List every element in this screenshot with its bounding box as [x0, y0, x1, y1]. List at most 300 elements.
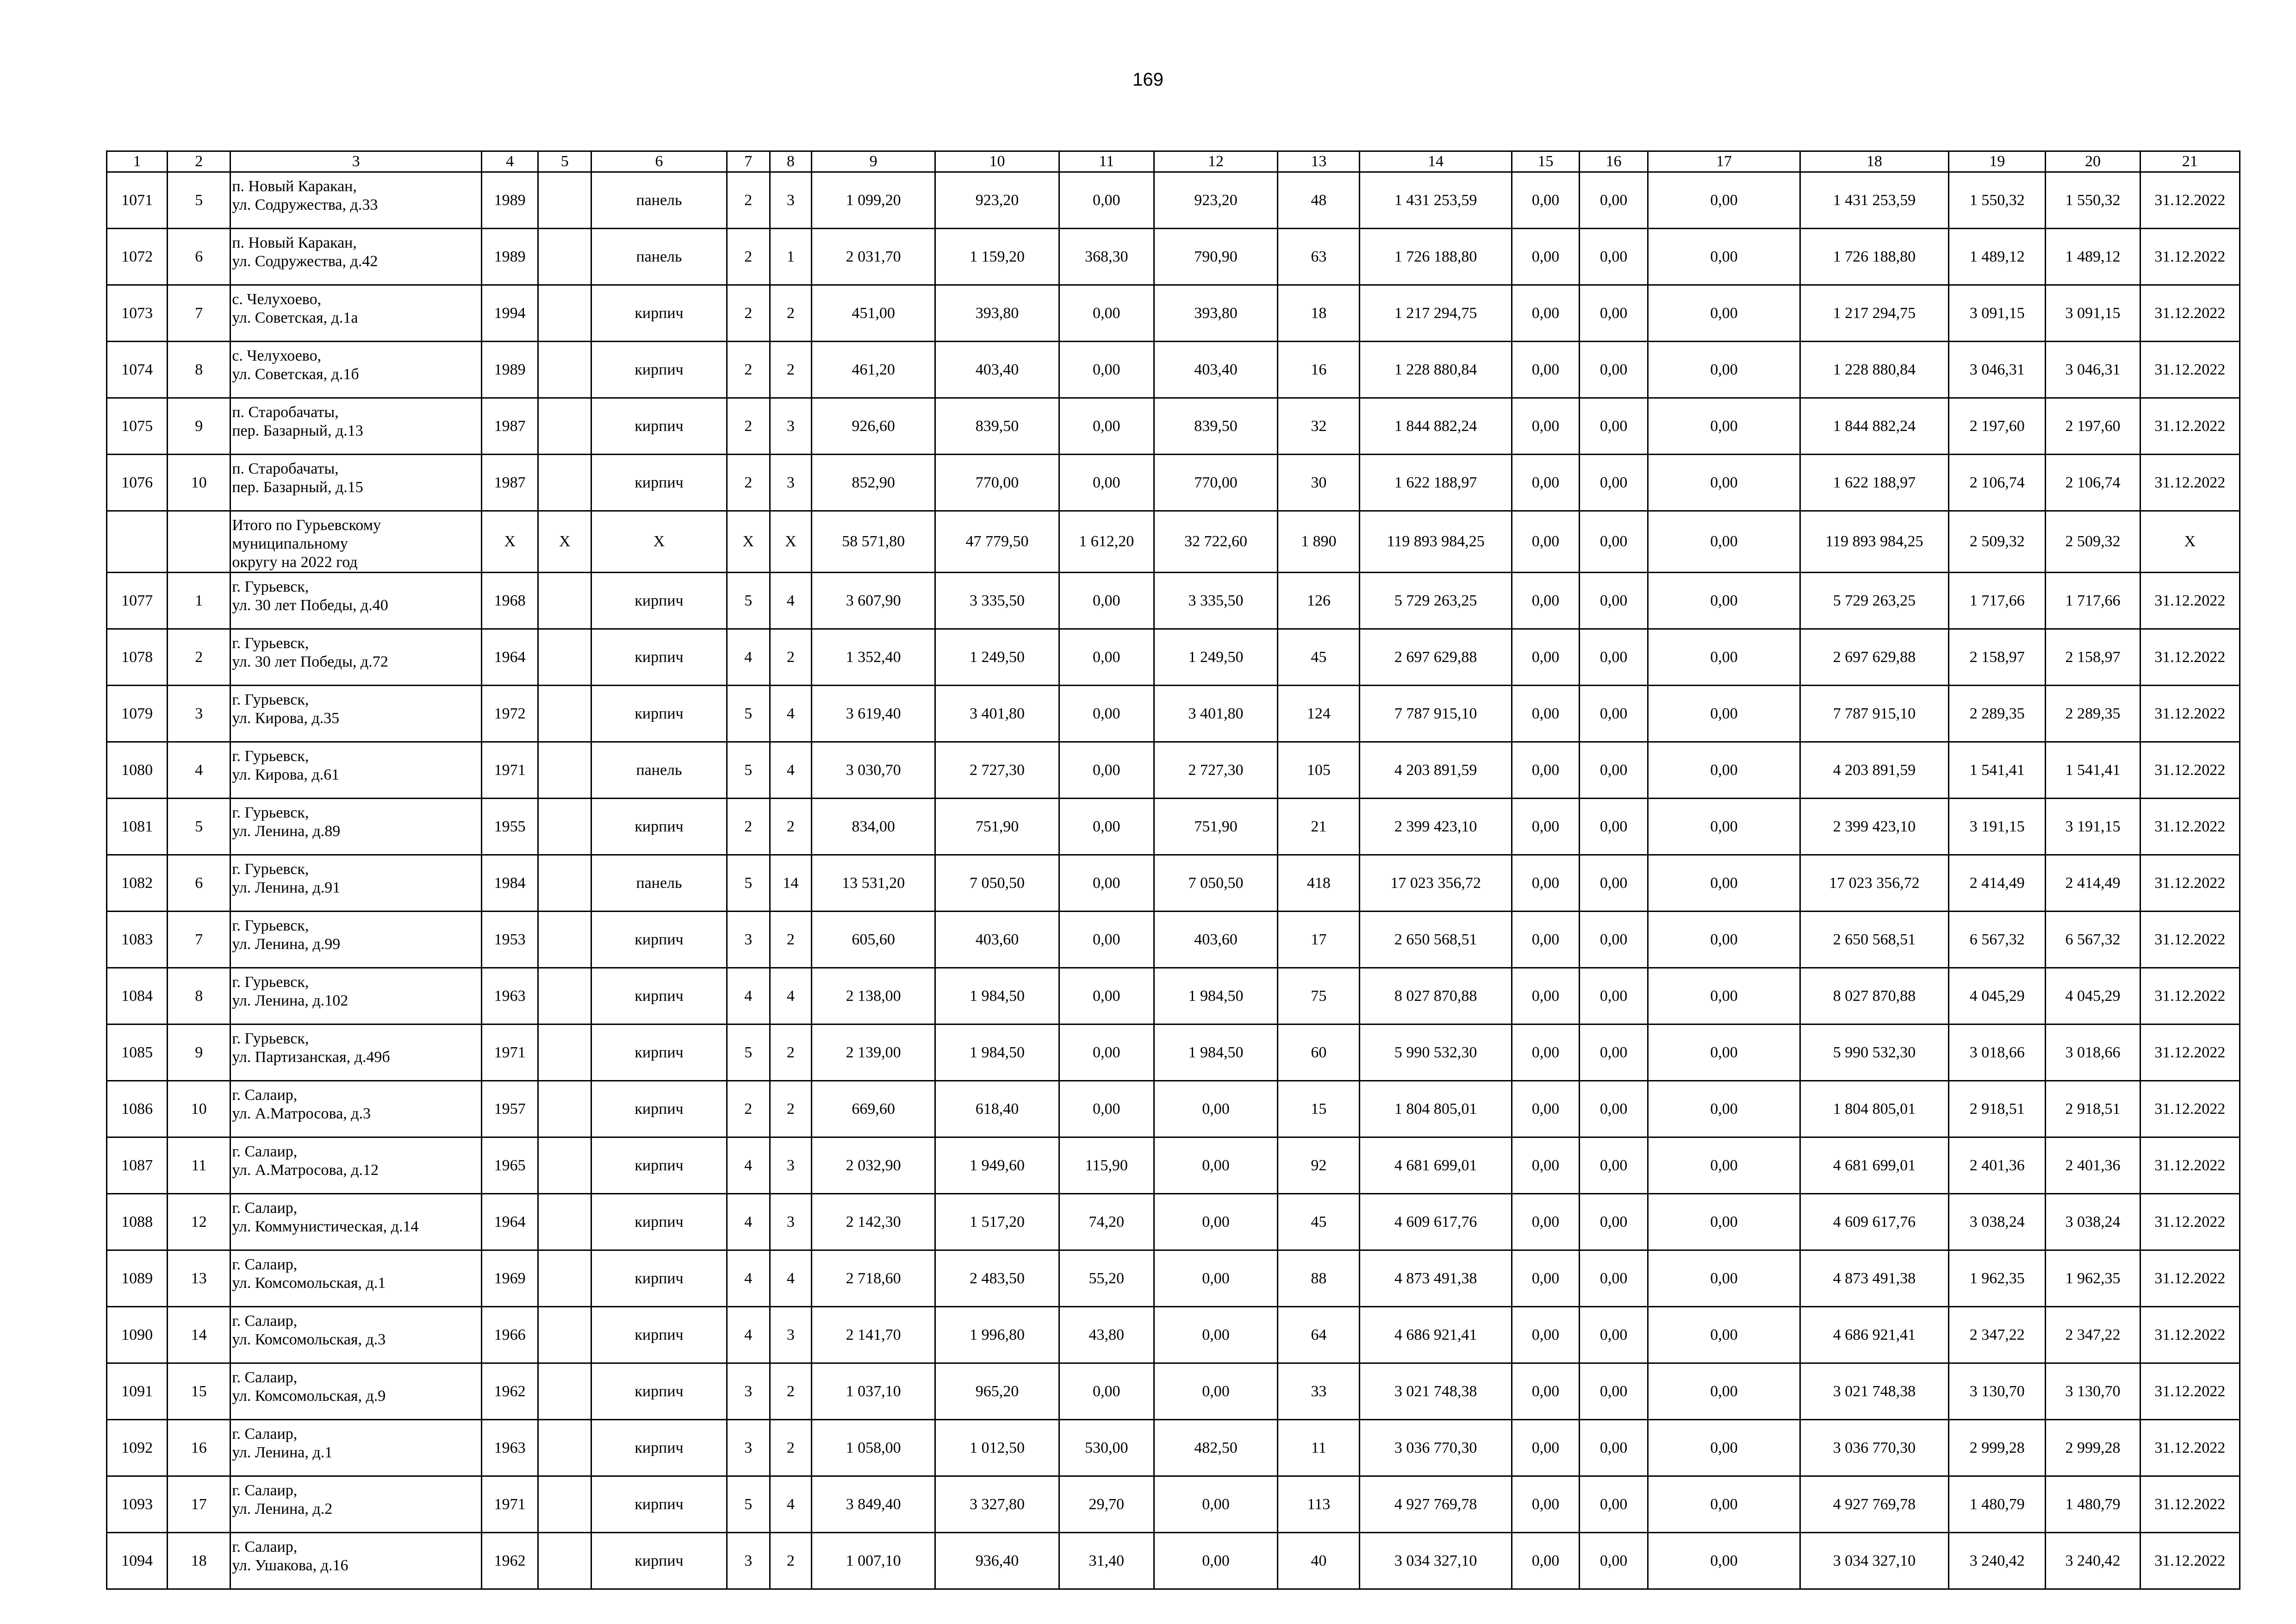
cell-fund-federal: 0,00 [1512, 799, 1579, 855]
cell-total-area: 1 007,10 [811, 1533, 935, 1589]
address-line-2: ул. Комсомольская, д.3 [232, 1331, 386, 1348]
cell-floors: 2 [727, 229, 770, 285]
cell-wall-material: кирпич [591, 912, 727, 968]
cell-deadline: 31.12.2022 [2140, 398, 2240, 455]
cell-wall-material: панель [591, 229, 727, 285]
cell-living-area: 3 401,80 [935, 686, 1059, 742]
cell-fund-local: 0,00 [1648, 172, 1800, 229]
cell-deadline: 31.12.2022 [2140, 912, 2240, 968]
table-row [107, 799, 2240, 855]
cell-fund-regional: 0,00 [1580, 455, 1648, 511]
cell-fund-regional: 0,00 [1580, 912, 1648, 968]
cell-max-unit-cost: 2 197,60 [2046, 398, 2140, 455]
cell-fund-federal: 0,00 [1512, 1307, 1579, 1363]
cell-wall-material: кирпич [591, 1081, 727, 1137]
cell-wall-material: кирпич [591, 629, 727, 686]
address-line-1: г. Гурьевск, [232, 635, 309, 652]
cell-fund-local: 0,00 [1648, 629, 1800, 686]
cell-local-number [168, 511, 230, 573]
cell-year: 1969 [482, 1250, 538, 1307]
cell-floors: 3 [727, 1420, 770, 1476]
cell-nonliving-area: 0,00 [1059, 799, 1154, 855]
cell-living-area: 839,50 [935, 398, 1059, 455]
cell-col5 [538, 573, 591, 629]
cell-unit-cost: 3 240,42 [1949, 1533, 2046, 1589]
cell-fund-owners: 119 893 984,25 [1800, 511, 1948, 573]
cell-private-area: 0,00 [1154, 1250, 1277, 1307]
cell-fund-regional: 0,00 [1580, 573, 1648, 629]
cell-private-area: 0,00 [1154, 1533, 1277, 1589]
address-line-1: п. Новый Каракан, [232, 178, 357, 195]
cell-living-area: 1 517,20 [935, 1194, 1059, 1250]
cell-fund-local: 0,00 [1648, 1024, 1800, 1081]
cell-nonliving-area: 0,00 [1059, 398, 1154, 455]
cell-residents: 92 [1278, 1137, 1360, 1194]
cell-local-number: 1 [168, 573, 230, 629]
cell-wall-material: кирпич [591, 1024, 727, 1081]
address-line-1: г. Салаир, [232, 1482, 298, 1499]
cell-deadline: 31.12.2022 [2140, 686, 2240, 742]
address-line-1: г. Гурьевск, [232, 974, 309, 991]
address-line-1: с. Челухоево, [232, 291, 322, 308]
cell-private-area: 1 984,50 [1154, 1024, 1277, 1081]
cell-fund-owners: 4 609 617,76 [1800, 1194, 1948, 1250]
cell-living-area: 2 727,30 [935, 742, 1059, 799]
cell-total-cost: 17 023 356,72 [1360, 855, 1512, 912]
cell-entrances: 3 [770, 1137, 811, 1194]
cell-floors: 2 [727, 398, 770, 455]
cell-living-area: 1 012,50 [935, 1420, 1059, 1476]
cell-local-number: 8 [168, 342, 230, 398]
cell-fund-local: 0,00 [1648, 1194, 1800, 1250]
cell-entrances: 2 [770, 1533, 811, 1589]
cell-wall-material: кирпич [591, 968, 727, 1024]
cell-nonliving-area: 0,00 [1059, 455, 1154, 511]
cell-unit-cost: 3 091,15 [1949, 285, 2046, 342]
cell-entrances: 4 [770, 1476, 811, 1533]
cell-max-unit-cost: 3 130,70 [2046, 1363, 2140, 1420]
column-number-10: 10 [935, 151, 1059, 172]
cell-registry-number: 1083 [107, 912, 168, 968]
cell-unit-cost: 2 197,60 [1949, 398, 2046, 455]
cell-local-number: 13 [168, 1250, 230, 1307]
cell-unit-cost: 2 999,28 [1949, 1420, 2046, 1476]
cell-residents: 1 890 [1278, 511, 1360, 573]
cell-fund-local: 0,00 [1648, 398, 1800, 455]
cell-entrances: 4 [770, 1250, 811, 1307]
cell-fund-regional: 0,00 [1580, 1024, 1648, 1081]
cell-fund-local: 0,00 [1648, 455, 1800, 511]
column-number-17: 17 [1648, 151, 1800, 172]
cell-unit-cost: 2 918,51 [1949, 1081, 2046, 1137]
cell-address [230, 1363, 482, 1420]
cell-total-cost: 1 217 294,75 [1360, 285, 1512, 342]
cell-unit-cost: 2 106,74 [1949, 455, 2046, 511]
cell-unit-cost: 4 045,29 [1949, 968, 2046, 1024]
cell-fund-owners: 3 034 327,10 [1800, 1533, 1948, 1589]
table-row [107, 855, 2240, 912]
cell-nonliving-area: 0,00 [1059, 742, 1154, 799]
cell-living-area: 618,40 [935, 1081, 1059, 1137]
address-line-1: г. Салаир, [232, 1143, 298, 1160]
cell-fund-owners: 5 990 532,30 [1800, 1024, 1948, 1081]
cell-col5 [538, 398, 591, 455]
cell-wall-material: кирпич [591, 1307, 727, 1363]
cell-address [230, 1024, 482, 1081]
cell-total-cost: 3 036 770,30 [1360, 1420, 1512, 1476]
cell-col5 [538, 1476, 591, 1533]
cell-col5 [538, 1363, 591, 1420]
cell-nonliving-area: 0,00 [1059, 968, 1154, 1024]
cell-total-area: 1 037,10 [811, 1363, 935, 1420]
cell-max-unit-cost: 2 401,36 [2046, 1137, 2140, 1194]
cell-total-area: 3 849,40 [811, 1476, 935, 1533]
cell-fund-regional: 0,00 [1580, 1250, 1648, 1307]
cell-private-area: 482,50 [1154, 1420, 1277, 1476]
cell-deadline: 31.12.2022 [2140, 629, 2240, 686]
cell-fund-local: 0,00 [1648, 511, 1800, 573]
cell-unit-cost: 1 550,32 [1949, 172, 2046, 229]
cell-col5 [538, 686, 591, 742]
cell-year: 1963 [482, 1420, 538, 1476]
cell-fund-federal: 0,00 [1512, 1024, 1579, 1081]
cell-unit-cost: 3 046,31 [1949, 342, 2046, 398]
cell-deadline: 31.12.2022 [2140, 1194, 2240, 1250]
cell-total-cost: 4 681 699,01 [1360, 1137, 1512, 1194]
address-line-2: ул. Комсомольская, д.9 [232, 1387, 386, 1405]
cell-year: 1953 [482, 912, 538, 968]
cell-fund-federal: 0,00 [1512, 742, 1579, 799]
cell-registry-number: 1077 [107, 573, 168, 629]
address-line-2: ул. Коммунистическая, д.14 [232, 1218, 419, 1235]
table-row [107, 1250, 2240, 1307]
cell-registry-number: 1076 [107, 455, 168, 511]
cell-year: 1989 [482, 229, 538, 285]
cell-fund-regional: 0,00 [1580, 1533, 1648, 1589]
address-line-2: ул. Содружества, д.42 [232, 253, 378, 270]
cell-address [230, 1081, 482, 1137]
cell-private-area: 0,00 [1154, 1307, 1277, 1363]
cell-entrances: 2 [770, 1420, 811, 1476]
cell-private-area: 751,90 [1154, 799, 1277, 855]
cell-fund-local: 0,00 [1648, 342, 1800, 398]
cell-floors: 4 [727, 1137, 770, 1194]
cell-entrances: 4 [770, 742, 811, 799]
column-number-8: 8 [770, 151, 811, 172]
cell-residents: 124 [1278, 686, 1360, 742]
cell-entrances: 2 [770, 342, 811, 398]
cell-floors: 2 [727, 799, 770, 855]
cell-floors: 4 [727, 629, 770, 686]
cell-living-area: 1 249,50 [935, 629, 1059, 686]
cell-deadline: X [2140, 511, 2240, 573]
cell-max-unit-cost: 2 106,74 [2046, 455, 2140, 511]
table-body [107, 151, 2240, 1589]
cell-total-cost: 5 990 532,30 [1360, 1024, 1512, 1081]
cell-entrances: 2 [770, 1363, 811, 1420]
cell-living-area: 1 159,20 [935, 229, 1059, 285]
cell-registry-number: 1079 [107, 686, 168, 742]
column-number-12: 12 [1154, 151, 1277, 172]
cell-unit-cost: 6 567,32 [1949, 912, 2046, 968]
cell-wall-material: кирпич [591, 398, 727, 455]
cell-fund-regional: 0,00 [1580, 629, 1648, 686]
cell-col5 [538, 968, 591, 1024]
cell-entrances: 3 [770, 1307, 811, 1363]
cell-deadline: 31.12.2022 [2140, 1307, 2240, 1363]
address-line-1: г. Гурьевск, [232, 1030, 309, 1047]
cell-unit-cost: 1 717,66 [1949, 573, 2046, 629]
cell-floors: 5 [727, 686, 770, 742]
cell-total-area: 3 030,70 [811, 742, 935, 799]
cell-entrances: 3 [770, 455, 811, 511]
cell-wall-material: кирпич [591, 342, 727, 398]
column-number-11: 11 [1059, 151, 1154, 172]
cell-address [230, 342, 482, 398]
cell-fund-regional: 0,00 [1580, 398, 1648, 455]
cell-living-area: 965,20 [935, 1363, 1059, 1420]
cell-total-area: 2 718,60 [811, 1250, 935, 1307]
cell-living-area: 7 050,50 [935, 855, 1059, 912]
table-row [107, 455, 2240, 511]
cell-living-area: 403,60 [935, 912, 1059, 968]
cell-private-area: 770,00 [1154, 455, 1277, 511]
cell-entrances: X [770, 511, 811, 573]
cell-local-number: 10 [168, 455, 230, 511]
column-number-20: 20 [2046, 151, 2140, 172]
cell-living-area: 923,20 [935, 172, 1059, 229]
cell-deadline: 31.12.2022 [2140, 1024, 2240, 1081]
cell-fund-owners: 2 650 568,51 [1800, 912, 1948, 968]
cell-wall-material: кирпич [591, 1420, 727, 1476]
cell-local-number: 3 [168, 686, 230, 742]
cell-living-area: 47 779,50 [935, 511, 1059, 573]
cell-nonliving-area: 0,00 [1059, 1363, 1154, 1420]
cell-fund-regional: 0,00 [1580, 1363, 1648, 1420]
address-line-2: ул. А.Матросова, д.12 [232, 1162, 379, 1179]
table-row [107, 1024, 2240, 1081]
cell-address [230, 398, 482, 455]
cell-col5: X [538, 511, 591, 573]
cell-fund-local: 0,00 [1648, 1420, 1800, 1476]
cell-max-unit-cost: 2 347,22 [2046, 1307, 2140, 1363]
cell-fund-local: 0,00 [1648, 912, 1800, 968]
cell-total-area: 3 607,90 [811, 573, 935, 629]
cell-total-area: 605,60 [811, 912, 935, 968]
cell-fund-regional: 0,00 [1580, 1476, 1648, 1533]
address-line-1: г. Салаир, [232, 1369, 298, 1386]
cell-fund-federal: 0,00 [1512, 686, 1579, 742]
cell-deadline: 31.12.2022 [2140, 968, 2240, 1024]
cell-fund-local: 0,00 [1648, 1137, 1800, 1194]
cell-col5 [538, 1194, 591, 1250]
cell-nonliving-area: 0,00 [1059, 172, 1154, 229]
cell-wall-material: панель [591, 742, 727, 799]
address-line-1: п. Старобачаты, [232, 460, 339, 477]
cell-fund-federal: 0,00 [1512, 1194, 1579, 1250]
cell-registry-number: 1073 [107, 285, 168, 342]
cell-fund-owners: 2 697 629,88 [1800, 629, 1948, 686]
cell-local-number: 15 [168, 1363, 230, 1420]
cell-col5 [538, 912, 591, 968]
cell-fund-local: 0,00 [1648, 686, 1800, 742]
cell-address [230, 1194, 482, 1250]
cell-residents: 88 [1278, 1250, 1360, 1307]
cell-fund-local: 0,00 [1648, 799, 1800, 855]
cell-deadline: 31.12.2022 [2140, 1420, 2240, 1476]
cell-fund-owners: 4 873 491,38 [1800, 1250, 1948, 1307]
address-line-1: г. Салаир, [232, 1087, 298, 1104]
cell-total-area: 2 032,90 [811, 1137, 935, 1194]
cell-floors: 4 [727, 1194, 770, 1250]
cell-registry-number: 1087 [107, 1137, 168, 1194]
address-line-2: ул. Содружества, д.33 [232, 196, 378, 213]
cell-private-area: 0,00 [1154, 1363, 1277, 1420]
cell-private-area: 0,00 [1154, 1081, 1277, 1137]
address-line-2: ул. Советская, д.1б [232, 366, 359, 383]
cell-max-unit-cost: 2 999,28 [2046, 1420, 2140, 1476]
cell-address [230, 855, 482, 912]
address-line-2: ул. А.Матросова, д.3 [232, 1105, 371, 1122]
cell-living-area: 3 335,50 [935, 573, 1059, 629]
cell-registry-number: 1085 [107, 1024, 168, 1081]
cell-registry-number: 1078 [107, 629, 168, 686]
cell-fund-owners: 1 622 188,97 [1800, 455, 1948, 511]
cell-private-area: 393,80 [1154, 285, 1277, 342]
cell-fund-owners: 4 203 891,59 [1800, 742, 1948, 799]
cell-total-cost: 1 622 188,97 [1360, 455, 1512, 511]
address-line-1: г. Гурьевск, [232, 578, 309, 595]
cell-col5 [538, 1250, 591, 1307]
cell-total-area: 2 141,70 [811, 1307, 935, 1363]
cell-local-number: 17 [168, 1476, 230, 1533]
cell-fund-federal: 0,00 [1512, 398, 1579, 455]
address-line-2: ул. Кирова, д.61 [232, 766, 340, 783]
cell-col5 [538, 229, 591, 285]
cell-fund-local: 0,00 [1648, 1533, 1800, 1589]
cell-total-area: 1 099,20 [811, 172, 935, 229]
cell-floors: 2 [727, 285, 770, 342]
table-row [107, 172, 2240, 229]
address-line-1: г. Салаир, [232, 1538, 298, 1555]
cell-total-area: 2 142,30 [811, 1194, 935, 1250]
cell-floors: 3 [727, 1533, 770, 1589]
cell-local-number: 10 [168, 1081, 230, 1137]
cell-residents: 45 [1278, 1194, 1360, 1250]
cell-unit-cost: 2 401,36 [1949, 1137, 2046, 1194]
subtotal-row [107, 511, 2240, 573]
cell-entrances: 4 [770, 573, 811, 629]
address-line-2: ул. Кирова, д.35 [232, 710, 340, 727]
cell-year: 1955 [482, 799, 538, 855]
cell-fund-regional: 0,00 [1580, 855, 1648, 912]
cell-total-cost: 4 927 769,78 [1360, 1476, 1512, 1533]
cell-registry-number: 1093 [107, 1476, 168, 1533]
cell-wall-material: кирпич [591, 455, 727, 511]
address-line-1: г. Гурьевск, [232, 691, 309, 708]
cell-entrances: 4 [770, 686, 811, 742]
cell-registry-number [107, 511, 168, 573]
cell-max-unit-cost: 1 489,12 [2046, 229, 2140, 285]
cell-living-area: 1 996,80 [935, 1307, 1059, 1363]
table-row [107, 342, 2240, 398]
cell-private-area: 403,60 [1154, 912, 1277, 968]
cell-address [230, 172, 482, 229]
housing-registry-table [106, 150, 2240, 1590]
cell-col5 [538, 799, 591, 855]
address-line-1: с. Челухоево, [232, 347, 322, 364]
cell-address [230, 1476, 482, 1533]
cell-registry-number: 1074 [107, 342, 168, 398]
cell-total-area: 2 138,00 [811, 968, 935, 1024]
cell-nonliving-area: 0,00 [1059, 1024, 1154, 1081]
cell-entrances: 1 [770, 229, 811, 285]
cell-local-number: 6 [168, 229, 230, 285]
cell-col5 [538, 742, 591, 799]
cell-fund-federal: 0,00 [1512, 629, 1579, 686]
cell-unit-cost: 2 158,97 [1949, 629, 2046, 686]
cell-total-area: 58 571,80 [811, 511, 935, 573]
cell-floors: 2 [727, 172, 770, 229]
cell-max-unit-cost: 1 962,35 [2046, 1250, 2140, 1307]
cell-fund-regional: 0,00 [1580, 511, 1648, 573]
cell-address [230, 686, 482, 742]
cell-private-area: 0,00 [1154, 1476, 1277, 1533]
cell-deadline: 31.12.2022 [2140, 573, 2240, 629]
cell-living-area: 770,00 [935, 455, 1059, 511]
table-row [107, 686, 2240, 742]
cell-year: 1971 [482, 742, 538, 799]
cell-deadline: 31.12.2022 [2140, 285, 2240, 342]
cell-fund-local: 0,00 [1648, 1363, 1800, 1420]
cell-col5 [538, 455, 591, 511]
cell-residents: 60 [1278, 1024, 1360, 1081]
cell-private-area: 403,40 [1154, 342, 1277, 398]
cell-residents: 75 [1278, 968, 1360, 1024]
cell-max-unit-cost: 1 541,41 [2046, 742, 2140, 799]
column-number-15: 15 [1512, 151, 1579, 172]
cell-nonliving-area: 368,30 [1059, 229, 1154, 285]
cell-max-unit-cost: 2 414,49 [2046, 855, 2140, 912]
cell-local-number: 4 [168, 742, 230, 799]
table-row [107, 573, 2240, 629]
cell-wall-material: кирпич [591, 1476, 727, 1533]
cell-floors: 5 [727, 1024, 770, 1081]
cell-fund-local: 0,00 [1648, 573, 1800, 629]
cell-residents: 63 [1278, 229, 1360, 285]
cell-fund-regional: 0,00 [1580, 1194, 1648, 1250]
cell-address [230, 1307, 482, 1363]
cell-deadline: 31.12.2022 [2140, 855, 2240, 912]
cell-private-area: 3 335,50 [1154, 573, 1277, 629]
cell-fund-local: 0,00 [1648, 285, 1800, 342]
cell-fund-regional: 0,00 [1580, 1137, 1648, 1194]
cell-fund-regional: 0,00 [1580, 968, 1648, 1024]
cell-fund-owners: 3 021 748,38 [1800, 1363, 1948, 1420]
cell-living-area: 1 984,50 [935, 968, 1059, 1024]
cell-fund-federal: 0,00 [1512, 1420, 1579, 1476]
page-number: 169 [1132, 69, 1164, 90]
address-line-2: ул. 30 лет Победы, д.72 [232, 653, 388, 670]
cell-max-unit-cost: 4 045,29 [2046, 968, 2140, 1024]
cell-max-unit-cost: 2 509,32 [2046, 511, 2140, 573]
cell-deadline: 31.12.2022 [2140, 1081, 2240, 1137]
cell-wall-material: панель [591, 855, 727, 912]
cell-unit-cost: 2 509,32 [1949, 511, 2046, 573]
cell-entrances: 3 [770, 1194, 811, 1250]
cell-fund-owners: 4 927 769,78 [1800, 1476, 1948, 1533]
cell-registry-number: 1075 [107, 398, 168, 455]
